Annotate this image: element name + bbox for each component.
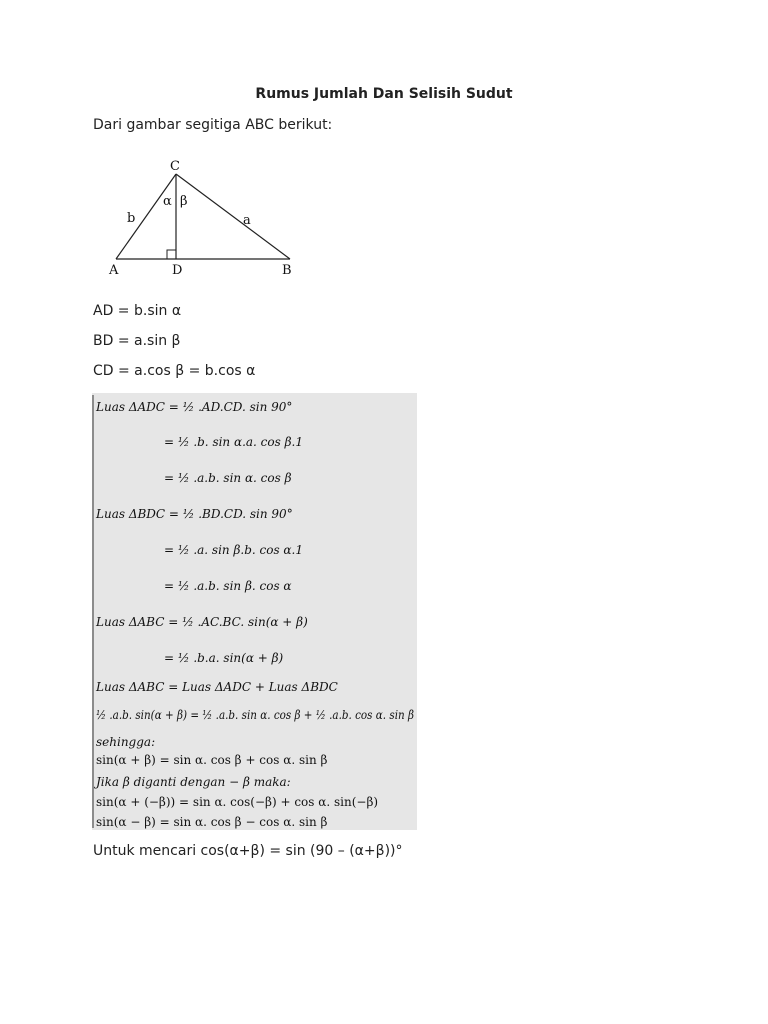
footer-text: Untuk mencari cos(α+β) = sin (90 – (α+β))° xyxy=(93,843,403,859)
derivation-line-2: = ½ .b. sin α.a. cos β.1 xyxy=(164,435,303,449)
derivation-line-10: ½ .a.b. sin(α + β) = ½ .a.b. sin α. cos β + ½ .a.b. cos α. sin β xyxy=(96,708,415,722)
label-beta: β xyxy=(180,194,188,209)
derivation-box xyxy=(92,393,417,830)
derivation-line-4: Luas ΔBDC = ½ .BD.CD. sin 90° xyxy=(96,507,293,521)
equation-ad: AD = b.sin α xyxy=(93,303,182,319)
derivation-line-11: sehingga: xyxy=(96,735,156,749)
derivation-line-13: Jika β diganti dengan − β maka: xyxy=(96,775,291,789)
equation-bd: BD = a.sin β xyxy=(93,333,181,349)
label-side-b: b xyxy=(127,211,136,226)
derivation-line-1: Luas ΔADC = ½ .AD.CD. sin 90° xyxy=(96,400,293,414)
equation-cd: CD = a.cos β = b.cos α xyxy=(93,363,256,379)
derivation-line-3: = ½ .a.b. sin α. cos β xyxy=(164,471,292,485)
derivation-line-9: Luas ΔABC = Luas ΔADC + Luas ΔBDC xyxy=(96,680,338,694)
side-ac xyxy=(116,174,176,259)
label-a: A xyxy=(109,263,119,278)
derivation-line-8: = ½ .b.a. sin(α + β) xyxy=(164,651,284,665)
side-bc xyxy=(176,174,290,259)
intro-text: Dari gambar segitiga ABC berikut: xyxy=(93,117,333,133)
derivation-line-7: Luas ΔABC = ½ .AC.BC. sin(α + β) xyxy=(96,615,308,629)
triangle-diagram xyxy=(100,152,300,282)
label-c: C xyxy=(170,159,180,174)
derivation-line-6: = ½ .a.b. sin β. cos α xyxy=(164,579,292,593)
page-title: Rumus Jumlah Dan Selisih Sudut xyxy=(255,86,513,102)
derivation-line-12: sin(α + β) = sin α. cos β + cos α. sin β xyxy=(96,753,328,767)
derivation-line-15: sin(α − β) = sin α. cos β − cos α. sin β xyxy=(96,815,328,829)
derivation-line-5: = ½ .a. sin β.b. cos α.1 xyxy=(164,543,303,557)
label-side-a: a xyxy=(243,213,251,228)
label-d: D xyxy=(172,263,183,278)
label-b: B xyxy=(282,263,292,278)
derivation-line-14: sin(α + (−β)) = sin α. cos(−β) + cos α. sin(−β) xyxy=(96,795,379,809)
right-angle-mark xyxy=(167,250,176,259)
label-alpha: α xyxy=(163,194,172,209)
